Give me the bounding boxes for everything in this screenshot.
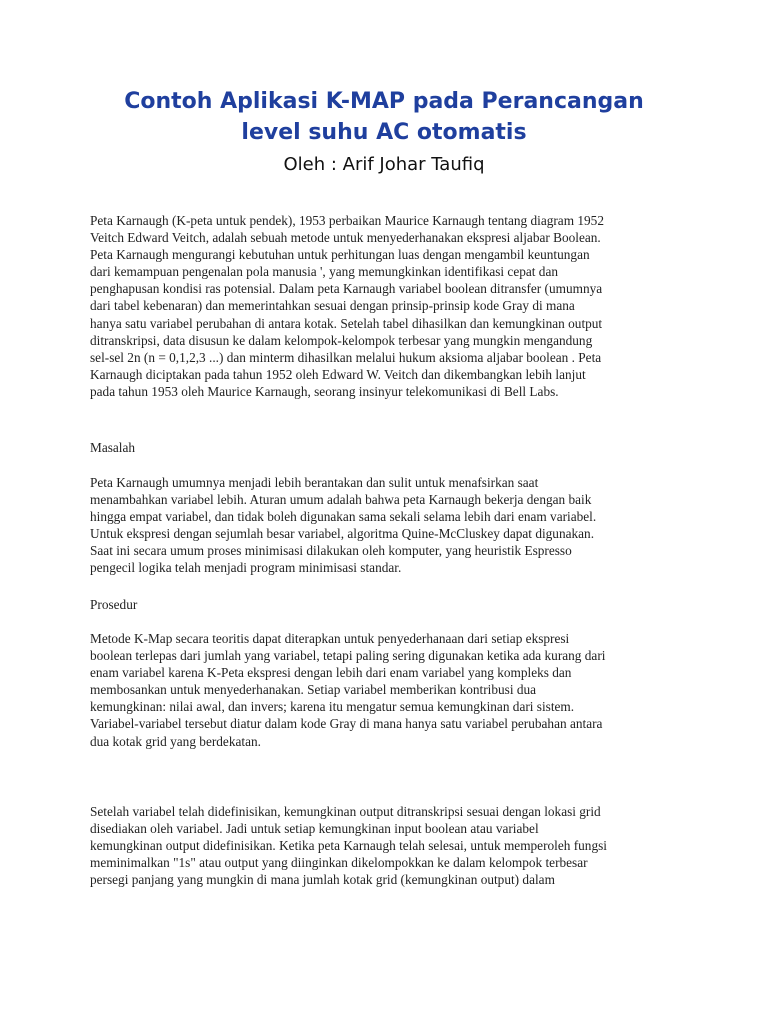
title-line: level suhu AC otomatis <box>241 120 527 145</box>
heading-masalah <box>90 439 690 456</box>
text-line: enam variabel karena K-Peta ekspresi dengan lebih dari enam variabel yang kompleks dan <box>90 665 572 681</box>
text-line: penghapusan kondisi ras potensial. Dalam peta Karnaugh variabel boolean ditransfer (umumnya <box>90 281 603 297</box>
section-heading: Prosedur <box>90 597 138 612</box>
text-line: disediakan oleh variabel. Jadi untuk setiap kemungkinan input boolean atau variabel <box>90 821 539 837</box>
text-line: Peta Karnaugh umumnya menjadi lebih berantakan dan sulit untuk menafsirkan saat <box>90 475 539 490</box>
text-line: persegi panjang yang mungkin di mana jumlah kotak grid (kemungkinan output) dalam <box>90 872 555 888</box>
final-paragraph <box>90 803 690 888</box>
text-line: sel-sel 2n (n = 0,1,2,3 ...) dan minterm dihasilkan melalui hukum aksioma aljabar boolean . Peta <box>90 349 602 365</box>
text-line: Metode K-Map secara teoritis dapat diterapkan untuk penyederhanaan dari setiap ekspresi <box>90 631 570 646</box>
text-line: hingga empat variabel, dan tidak boleh digunakan sama sekali selama lebih dari enam variabel. <box>90 509 597 525</box>
document-author: Oleh : Arif Johar Taufiq <box>283 154 485 175</box>
text-line: pengecil logika telah menjadi program minimisasi standar. <box>90 560 402 576</box>
text-line: menambahkan variabel lebih. Aturan umum adalah bahwa peta Karnaugh bekerja dengan baik <box>90 492 592 508</box>
title-line: Contoh Aplikasi K-MAP pada Perancangan <box>124 89 644 114</box>
heading-prosedur <box>90 596 690 613</box>
text-line: Karnaugh diciptakan pada tahun 1952 oleh Edward W. Veitch dan dikembangkan lebih lanjut <box>90 366 586 382</box>
text-line: membosankan untuk menyederhanakan. Setiap variabel memberikan kontribusi dua <box>90 682 537 698</box>
text-line: Peta Karnaugh mengurangi kebutuhan untuk perhitungan luas dengan mengambil keuntungan <box>90 247 590 263</box>
document-title <box>0 86 768 148</box>
text-line: dua kotak grid yang berdekatan. <box>90 733 261 749</box>
text-line: pada tahun 1953 oleh Maurice Karnaugh, seorang insinyur telekomunikasi di Bell Labs. <box>90 383 559 399</box>
text-line: meminimalkan "1s" atau output yang diinginkan dikelompokkan ke dalam kelompok terbesar <box>90 855 588 871</box>
prosedur-paragraph <box>90 630 690 750</box>
text-line: Peta Karnaugh (K-peta untuk pendek), 1953 perbaikan Maurice Karnaugh tentang diagram 1952 <box>90 213 604 228</box>
text-line: Setelah variabel telah didefinisikan, kemungkinan output ditranskripsi sesuai dengan lokasi grid <box>90 804 601 819</box>
text-line: hanya satu variabel perubahan di antara kotak. Setelah tabel dihasilkan dan kemungkinan output <box>90 315 603 331</box>
text-line: ditranskripsi, data disusun ke dalam kelompok-kelompok terbesar yang mungkin mengandung <box>90 332 593 348</box>
text-line: Saat ini secara umum proses minimisasi dilakukan oleh komputer, yang heuristik Espresso <box>90 543 572 559</box>
text-line: Veitch Edward Veitch, adalah sebuah metode untuk menyederhanakan ekspresi aljabar Boolean. <box>90 230 601 246</box>
text-line: kemungkinan output didefinisikan. Ketika peta Karnaugh telah selesai, untuk memperoleh fungsi <box>90 838 607 854</box>
text-line: Untuk ekspresi dengan sejumlah besar variabel, algoritma Quine-McCluskey dapat digunakan. <box>90 526 595 542</box>
section-heading: Masalah <box>90 440 136 455</box>
intro-paragraph <box>90 212 690 400</box>
text-line: boolean terlepas dari jumlah yang variabel, tetapi paling sering digunakan ketika ada kurang dari <box>90 648 606 664</box>
text-line: Variabel-variabel tersebut diatur dalam kode Gray di mana hanya satu variabel perubahan antara <box>90 716 603 732</box>
masalah-paragraph <box>90 474 690 577</box>
text-line: kemungkinan: nilai awal, dan invers; karena itu mengatur semua kemungkinan dari sistem. <box>90 699 575 715</box>
text-line: dari kemampuan pengenalan pola manusia ', yang memungkinkan identifikasi cepat dan <box>90 264 559 280</box>
text-line: dari tabel kebenaran) dan memerintahkan sesuai dengan prinsip-prinsip kode Gray di mana <box>90 298 575 314</box>
